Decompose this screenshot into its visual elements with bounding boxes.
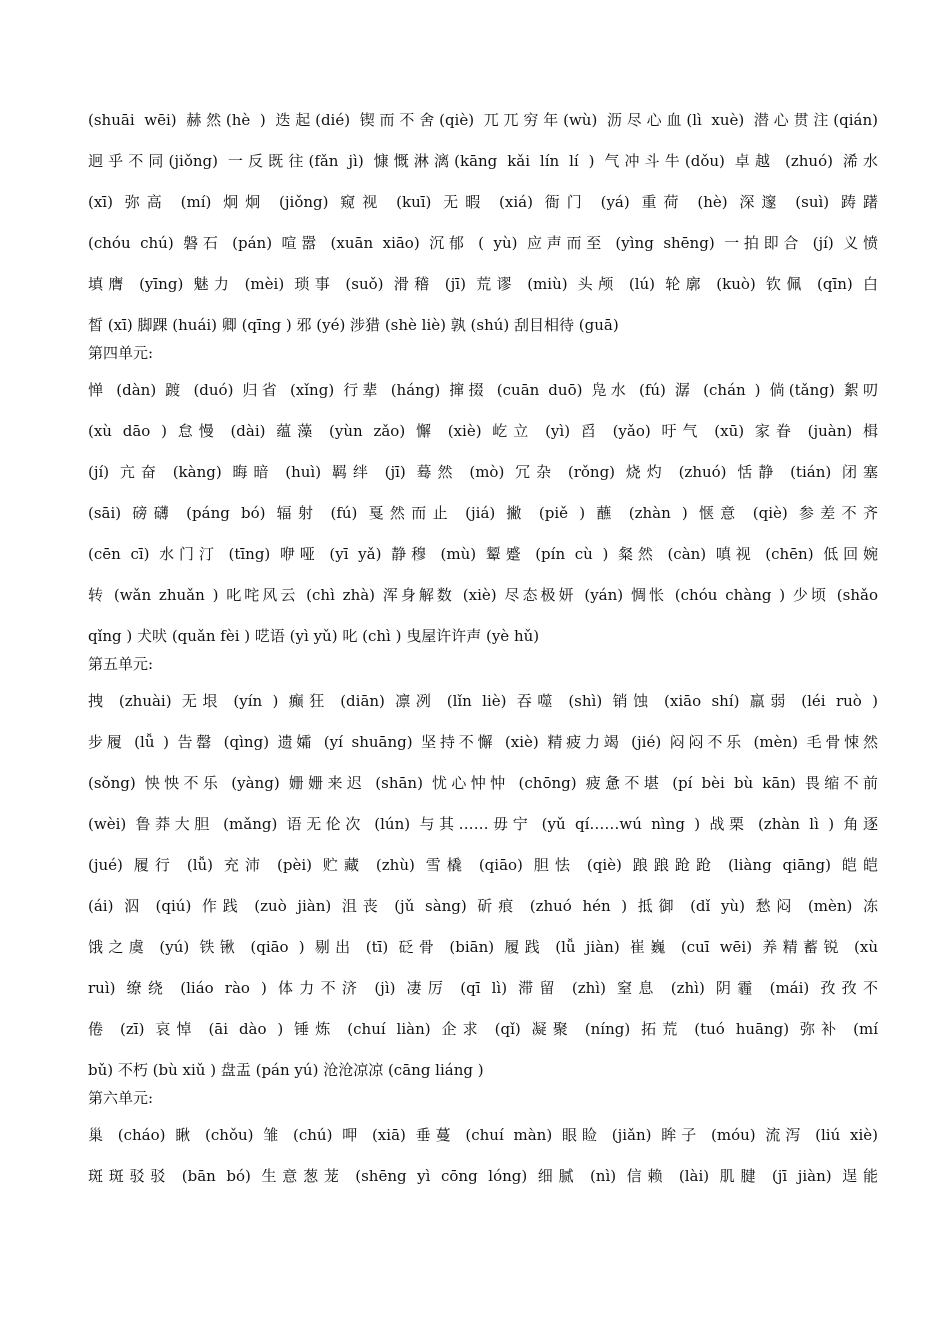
text-line: (jí) 亢奋 (kàng) 晦暗 (huì) 羁绊 (jī) 蓦然 (mò) 冗杂 (rǒng) 烧灼 (zhuó) 恬静 (tián) 闭塞 <box>88 463 878 481</box>
text-line: ruì) 缭绕 (liáo rào ) 体力不济 (jì) 凄厉 (qī lì) 滞留 (zhì) 窒息 (zhì) 阴霾 (mái) 孜孜不 <box>88 979 878 997</box>
text-line: (sǒng) 怏怏不乐 (yàng) 姗姗来迟 (shān) 忧心忡忡 (chōng) 疲惫不堪 (pí bèi bù kān) 畏缩不前 <box>88 774 878 792</box>
section-heading: 第四单元: <box>88 344 154 362</box>
text-line: (wèi) 鲁莽大胆 (mǎng) 语无伦次 (lún) 与其……毋宁 (yǔ qí……wú nìng ) 战栗 (zhàn lì ) 角逐 <box>88 815 878 833</box>
text-line: 皙 (xī) 脚踝 (huái) 卿 (qīng ) 邪 (yé) 涉猎 (shè liè) 孰 (shú) 刮目相待 (guā) <box>88 316 619 334</box>
text-line: 倦 (zī) 哀悼 (āi dào ) 锤炼 (chuí liàn) 企求 (qǐ) 凝聚 (níng) 拓荒 (tuó huāng) 弥补 (mí <box>88 1020 878 1038</box>
text-line: (ái) 泅 (qiú) 作践 (zuò jiàn) 沮丧 (jǔ sàng) 斫痕 (zhuó hén ) 抵御 (dǐ yù) 愁闷 (mèn) 冻 <box>88 897 878 915</box>
text-line: 填膺 (yīng) 魅力 (mèi) 琐事 (suǒ) 滑稽 (jī) 荒谬 (miù) 头颅 (lú) 轮廓 (kuò) 钦佩 (qīn) 白 <box>88 275 878 293</box>
text-line: 迥乎不同(jiǒng) 一反既往(fǎn jì) 慷慨淋漓(kāng kǎi lín lí ) 气冲斗牛(dǒu) 卓越 (zhuó) 浠水 <box>88 152 878 170</box>
text-line: 惮 (dàn) 踱 (duó) 归省 (xǐng) 行辈 (háng) 撺掇 (cuān duō) 凫水 (fú) 潺 (chán ) 倘(tǎng) 絮叨 <box>88 381 878 399</box>
text-line: 斑斑驳驳 (bān bó) 生意葱茏 (shēng yì cōng lóng) 细腻 (nì) 信赖 (lài) 肌腱 (jī jiàn) 逞能 <box>88 1167 878 1185</box>
text-line: (xù dāo ) 怠慢 (dài) 蕴藻 (yùn zǎo) 懈 (xiè) 屹立 (yì) 舀 (yǎo) 吁气 (xū) 家眷 (juàn) 楫 <box>88 422 878 440</box>
section-unit-4 <box>88 340 878 657</box>
text-line: (shuāi wēi) 赫然(hè ) 迭起(dié) 锲而不舍(qiè) 兀兀穷年(wù) 沥尽心血(lì xuè) 潜心贯注(qián) <box>88 111 878 129</box>
text-line: 转 (wǎn zhuǎn ) 叱咤风云 (chì zhà) 浑身解数 (xiè) 尽态极妍 (yán) 惆怅 (chóu chàng ) 少顷 (shǎo <box>88 586 878 604</box>
section-continuation <box>88 100 878 346</box>
text-line: 巢 (cháo) 瞅 (chǒu) 雏 (chú) 呷 (xiā) 垂蔓 (chuí màn) 眼睑 (jiǎn) 眸子 (móu) 流泻 (liú xiè) <box>88 1126 878 1144</box>
text-line: 饿之虞 (yú) 铁锹 (qiāo ) 剔出 (tī) 砭骨 (biān) 履践 (lǚ jiàn) 崔巍 (cuī wēi) 养精蓄锐 (xù <box>88 938 878 956</box>
text-line: 步履 (lǚ ) 告罄 (qìng) 遗孀 (yí shuāng) 坚持不懈 (xiè) 精疲力竭 (jié) 闷闷不乐 (mèn) 毛骨悚然 <box>88 733 878 751</box>
text-line: (cēn cī) 水门汀 (tīng) 咿哑 (yī yǎ) 静穆 (mù) 颦蹙 (pín cù ) 粲然 (càn) 嗔视 (chēn) 低回婉 <box>88 545 878 563</box>
text-line: (jué) 履行 (lǚ) 充沛 (pèi) 贮藏 (zhù) 雪橇 (qiāo) 胆怯 (qiè) 踉踉跄跄 (liàng qiāng) 皑皑 <box>88 856 878 874</box>
section-heading: 第六单元: <box>88 1089 154 1107</box>
section-unit-5 <box>88 651 878 1091</box>
text-line: qǐng ) 犬吠 (quǎn fèi ) 呓语 (yì yǔ) 叱 (chì ) 曳屋许许声 (yè hǔ) <box>88 627 540 645</box>
text-line: (chóu chú) 磐石 (pán) 喧嚣 (xuān xiāo) 沉郁 ( yù) 应声而至 (yìng shēng) 一拍即合 (jí) 义愤 <box>88 234 878 252</box>
document-page <box>88 100 878 1197</box>
section-heading: 第五单元: <box>88 655 154 673</box>
text-line: bǔ) 不朽 (bù xiǔ ) 盘盂 (pán yú) 沧沧凉凉 (cāng liáng ) <box>88 1061 484 1079</box>
text-line: (xī) 弥高 (mí) 炯炯 (jiǒng) 窥视 (kuī) 无暇 (xiá) 衙门 (yá) 重荷 (hè) 深邃 (suì) 踌躇 <box>88 193 878 211</box>
text-line: 拽 (zhuài) 无垠 (yín ) 癫狂 (diān) 凛冽 (lǐn liè) 吞噬 (shì) 销蚀 (xiāo shí) 羸弱 (léi ruò ) <box>88 692 878 710</box>
text-line: (sāi) 磅礴 (páng bó) 辐射 (fú) 戛然而止 (jiá) 撇 (piě ) 蘸 (zhàn ) 惬意 (qiè) 参差不齐 <box>88 504 878 522</box>
section-unit-6 <box>88 1085 878 1197</box>
